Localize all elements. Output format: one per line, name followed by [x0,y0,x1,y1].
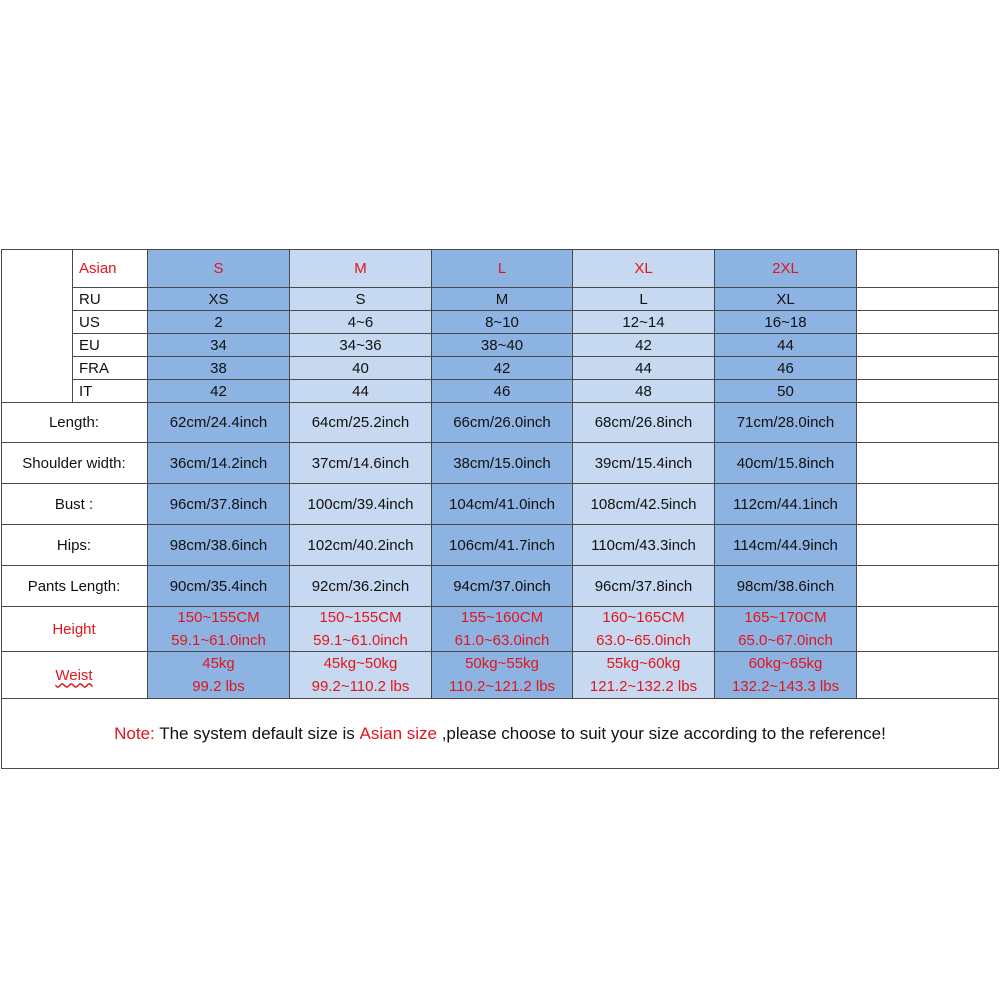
measurement-cell [290,566,432,607]
measurement-cell-text: 100cm/39.4inch [307,495,414,513]
size-cell [290,380,432,403]
size-system-label-text: RU [79,290,101,308]
blank-corner [1,250,73,403]
size-cell-text: 46 [777,359,794,377]
measurement-line-1: 45kg [202,655,235,672]
size-system-label-text: IT [79,382,93,400]
measurement-line-1: 55kg~60kg [606,655,681,672]
size-cell [715,357,857,380]
measurement-cell [148,566,290,607]
measurement-line-2: 65.0~67.0inch [738,632,833,649]
measurement-cell [715,652,857,699]
measurement-cell [290,607,432,652]
blank-cell [857,380,999,403]
measurement-line-1: 60kg~65kg [748,655,823,672]
measurement-label [1,566,148,607]
blank-cell [857,525,999,566]
size-system-label-text: FRA [79,359,109,377]
measurement-cell [573,443,715,484]
blank-cell [857,443,999,484]
measurement-label-text: Shoulder width: [22,454,126,472]
size-cell-text: S [213,260,224,277]
size-cell [148,311,290,334]
measurement-cell [148,652,290,699]
size-cell [573,311,715,334]
size-cell-text: 38 [210,359,227,377]
blank-cell [857,311,999,334]
size-cell-text: 40 [352,359,369,377]
blank-cell [857,607,999,652]
measurement-line-2: 110.2~121.2 lbs [448,678,556,695]
size-cell-text: 46 [493,382,511,400]
measurement-label-text: Weist [55,666,93,684]
measurement-label [1,652,148,699]
measurement-cell [148,484,290,525]
measurement-cell-text: 98cm/38.6inch [169,536,268,554]
size-system-label [73,311,148,334]
size-cell [573,357,715,380]
measurement-label [1,484,148,525]
size-cell-text: 12~14 [622,313,665,331]
size-cell-text: 42 [493,359,511,377]
size-cell [290,250,432,288]
measurement-label-text: Height [52,620,96,638]
size-cell-text: 42 [635,336,652,354]
size-cell-text: XL [634,260,653,277]
size-system-label [73,288,148,311]
measurement-cell-text: 40cm/15.8inch [736,454,835,472]
measurement-line-1: 165~170CM [744,609,827,626]
size-cell-text: 42 [210,382,227,400]
measurement-cell-text: 114cm/44.9inch [733,536,838,554]
size-cell-text: 44 [777,336,794,354]
measurement-line-2: 59.1~61.0inch [313,632,408,649]
measurement-cell [715,403,857,443]
note-highlight: Asian size [359,723,437,743]
size-system-label-text: EU [79,336,100,354]
size-cell-text: 38~40 [480,336,524,354]
measurement-cell-text: 98cm/38.6inch [736,577,835,595]
size-cell-text: 34~36 [339,336,382,354]
size-cell-text: 44 [352,382,369,400]
measurement-cell-text: 68cm/26.8inch [594,414,693,431]
size-cell [715,288,857,311]
measurement-line-1: 150~155CM [319,609,402,626]
size-cell [290,334,432,357]
measurement-cell-text: 37cm/14.6inch [311,454,410,472]
measurement-cell-text: 112cm/44.1inch [733,495,838,513]
size-cell [573,288,715,311]
size-cell-text: XL [776,290,795,308]
measurement-line-2: 59.1~61.0inch [171,632,266,649]
size-cell [573,380,715,403]
measurement-cell [290,525,432,566]
size-cell-text: L [497,260,507,277]
measurement-line-1: 150~155CM [177,609,260,626]
size-note [1,699,999,768]
size-cell [148,288,290,311]
size-cell [432,380,573,403]
size-cell-text: S [355,290,366,308]
size-cell-text: 2XL [772,260,799,277]
measurement-cell [573,652,715,699]
measurement-cell-text: 38cm/15.0inch [453,454,551,472]
size-cell [715,380,857,403]
measurement-cell-text: 110cm/43.3inch [591,536,696,554]
note-text-1: The system default size is [154,723,360,743]
measurement-cell [432,403,573,443]
measurement-label-text: Bust : [54,495,94,513]
blank-cell [857,566,999,607]
size-cell [148,380,290,403]
size-cell [432,357,573,380]
size-cell [573,250,715,288]
blank-cell [857,652,999,699]
measurement-line-2: 61.0~63.0inch [454,632,550,649]
measurement-line-2: 63.0~65.0inch [596,632,691,649]
measurement-cell-text: 102cm/40.2inch [307,536,414,554]
measurement-label [1,403,148,443]
size-cell-text: M [354,260,367,277]
measurement-cell [573,403,715,443]
measurement-cell [715,566,857,607]
measurement-cell-text: 39cm/15.4inch [594,454,693,472]
measurement-cell [432,652,573,699]
measurement-cell [432,607,573,652]
measurement-label-text: Pants Length: [27,577,121,595]
measurement-line-1: 155~160CM [460,609,544,626]
measurement-label-text: Hips: [56,536,92,554]
measurement-cell-text: 66cm/26.0inch [453,414,551,431]
size-cell [715,334,857,357]
measurement-cell-text: 90cm/35.4inch [169,577,268,595]
size-cell [715,250,857,288]
size-cell [148,334,290,357]
measurement-line-2: 99.2~110.2 lbs [311,678,410,695]
measurement-cell [432,566,573,607]
measurement-cell [148,525,290,566]
size-cell [290,357,432,380]
measurement-line-1: 50kg~55kg [465,655,539,672]
measurement-cell [290,484,432,525]
size-cell-text: 48 [635,382,652,400]
size-cell-text: XS [208,290,229,308]
size-cell-text: 16~18 [764,313,807,331]
size-system-label [73,380,148,403]
measurement-cell [715,525,857,566]
size-cell [290,288,432,311]
size-cell [148,357,290,380]
measurement-cell-text: 92cm/36.2inch [311,577,410,595]
measurement-cell-text: 96cm/37.8inch [594,577,693,595]
blank-cell [857,403,999,443]
size-system-label [73,357,148,380]
measurement-cell [148,443,290,484]
measurement-line-1: 45kg~50kg [323,655,398,672]
measurement-label [1,443,148,484]
size-cell-text: 34 [210,336,227,354]
blank-cell [857,288,999,311]
size-cell-text: L [639,290,648,308]
measurement-cell-text: 94cm/37.0inch [453,577,551,595]
size-system-label [73,250,148,288]
measurement-cell [573,484,715,525]
measurement-cell [290,443,432,484]
size-cell [715,311,857,334]
size-cell [432,250,573,288]
measurement-cell [715,443,857,484]
blank-cell [857,357,999,380]
blank-cell [857,250,999,288]
size-cell-text: M [495,290,509,308]
measurement-label [1,607,148,652]
size-cell-text: 8~10 [485,313,519,331]
measurement-cell-text: 71cm/28.0inch [736,414,835,431]
measurement-line-2: 132.2~143.3 lbs [731,678,840,695]
measurement-label [1,525,148,566]
size-cell [573,334,715,357]
measurement-cell [715,607,857,652]
size-cell [290,311,432,334]
measurement-cell [432,525,573,566]
blank-cell [857,334,999,357]
size-cell-text: 50 [777,382,794,400]
blank-cell [857,484,999,525]
measurement-cell [290,403,432,443]
measurement-line-2: 121.2~132.2 lbs [589,678,698,695]
measurement-cell [573,566,715,607]
size-cell-text: 4~6 [347,313,374,331]
measurement-cell [573,525,715,566]
size-cell-text: 44 [635,359,652,377]
size-cell [432,311,573,334]
size-cell-text: 2 [214,313,223,331]
measurement-cell-text: 36cm/14.2inch [169,454,268,472]
measurement-cell-text: 62cm/24.4inch [169,414,268,431]
note-prefix: Note: [114,723,155,743]
measurement-line-1: 160~165CM [602,609,685,626]
measurement-cell-text: 64cm/25.2inch [311,414,410,431]
measurement-cell-text: 104cm/41.0inch [449,495,555,513]
measurement-cell-text: 96cm/37.8inch [169,495,268,513]
size-cell [148,250,290,288]
size-cell [432,288,573,311]
measurement-line-2: 99.2 lbs [192,678,245,695]
measurement-cell [148,403,290,443]
measurement-cell [573,607,715,652]
measurement-cell-text: 108cm/42.5inch [590,495,697,513]
size-cell [432,334,573,357]
measurement-cell [148,607,290,652]
size-system-label [73,334,148,357]
note-text-2: ,please choose to suit your size according to the reference! [436,723,886,743]
measurement-cell [432,443,573,484]
size-system-label-text: Asian [79,260,117,277]
measurement-cell [290,652,432,699]
size-system-label-text: US [79,313,100,331]
measurement-cell-text: 106cm/41.7inch [449,536,555,554]
measurement-label-text: Length: [48,414,100,431]
measurement-cell [715,484,857,525]
measurement-cell [432,484,573,525]
